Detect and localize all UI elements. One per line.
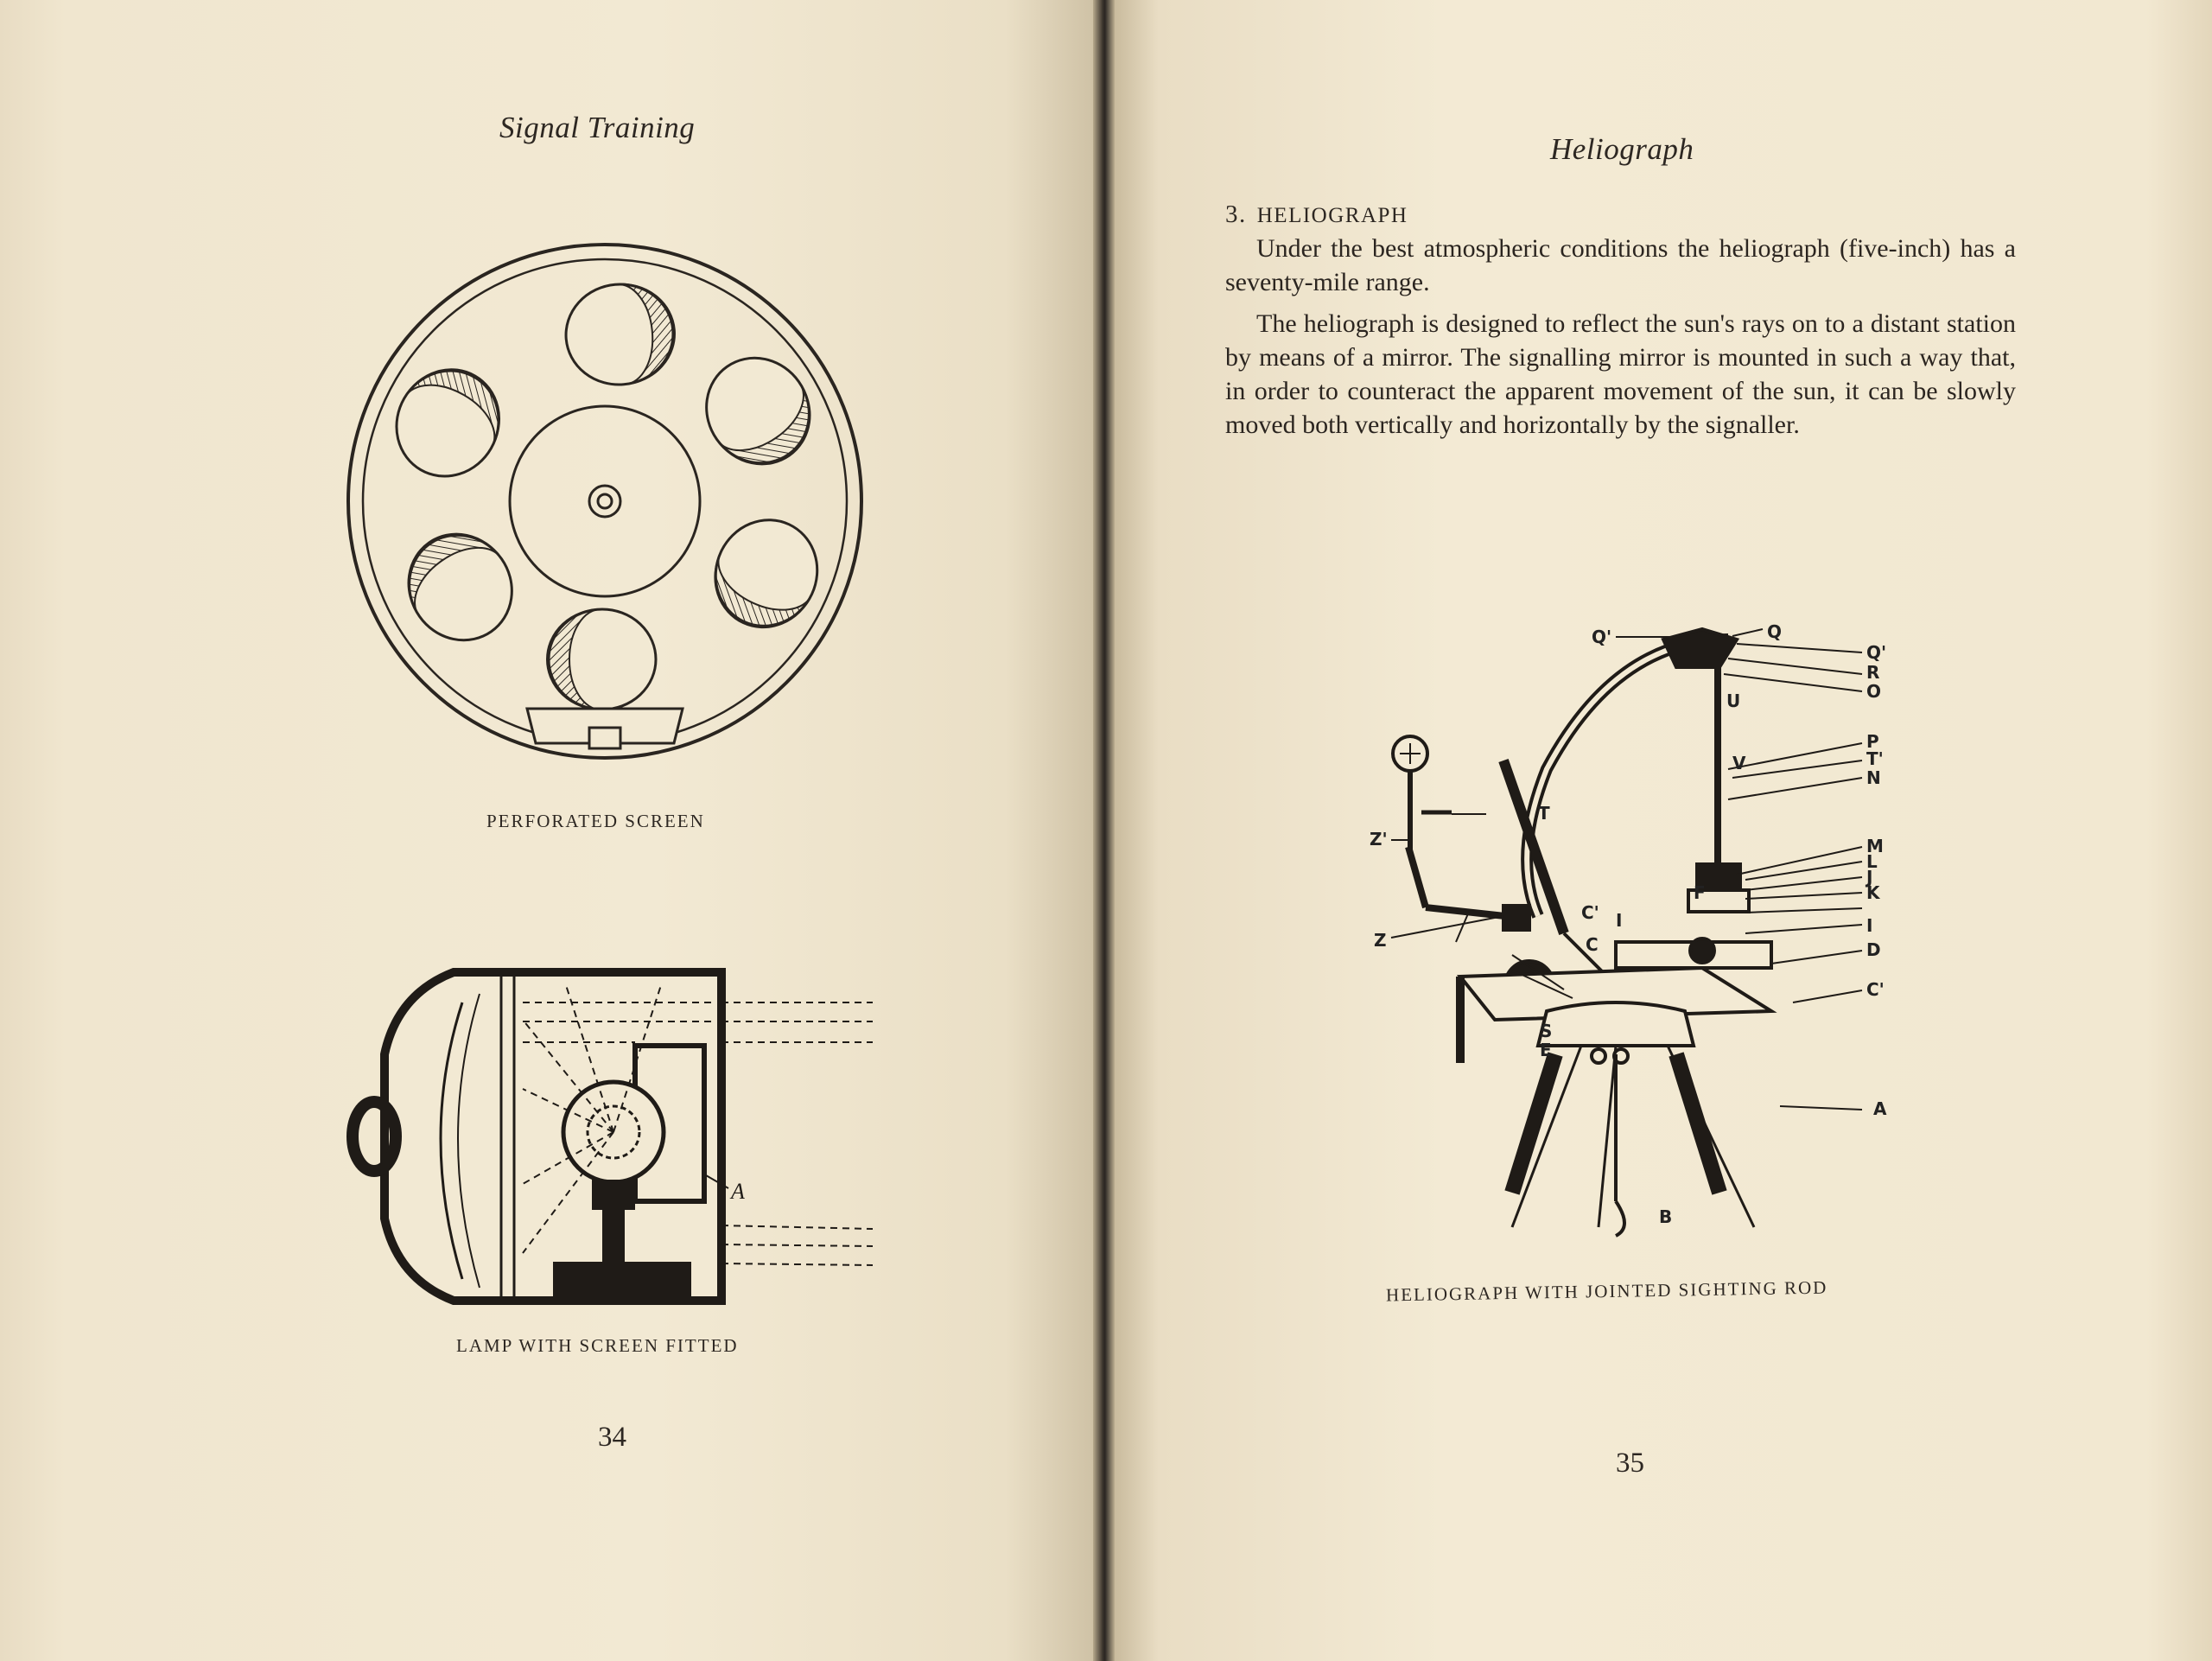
label-o: O (1866, 681, 1882, 702)
label-q-prime-left: Q' (1592, 627, 1612, 647)
label-z: Z (1374, 930, 1387, 951)
label-t-prime: T' (1866, 748, 1884, 769)
label-p: P (1866, 731, 1879, 752)
label-f: F (1694, 882, 1706, 903)
lamp-label-a: A (731, 1179, 745, 1204)
label-i-right: I (1866, 915, 1873, 936)
right-running-head: Heliograph (1550, 132, 1694, 166)
label-l: L (1866, 851, 1878, 872)
label-t: T (1538, 803, 1550, 824)
heliograph-caption: HELIOGRAPH WITH JOINTED SIGHTING ROD (1385, 1276, 1828, 1306)
label-d: D (1866, 939, 1881, 960)
label-q-prime-right: Q' (1866, 642, 1887, 663)
left-running-head: Signal Training (499, 111, 696, 144)
label-u: U (1726, 690, 1741, 711)
lamp-caption: LAMP WITH SCREEN FITTED (456, 1335, 739, 1356)
section-number: 3. (1225, 200, 1247, 228)
label-m: M (1866, 836, 1884, 856)
left-page-number: 34 (598, 1422, 626, 1453)
label-n: N (1866, 767, 1881, 788)
paragraph-2: The heliograph is designed to reflect the sun's rays on to a distant station by means of a mirror. The signalling mirror is mounted in such a way that, in order to counteract the apparent movement of the sun, it can be slowly moved both vertically and horizontally by the signaller. (1225, 309, 2016, 439)
lamp-figure (350, 968, 886, 1314)
label-k: K (1866, 882, 1880, 903)
label-z-prime: Z' (1370, 829, 1388, 850)
book-gutter (1093, 0, 1115, 1661)
label-r: R (1866, 662, 1880, 683)
label-c-prime-left: C' (1581, 902, 1599, 923)
label-s: S (1540, 1021, 1553, 1041)
heliograph-figure (1357, 605, 1918, 1262)
paragraph-1: Under the best atmospheric conditions the heliograph (five-inch) has a seventy-mile range. (1225, 234, 2016, 296)
section-title: HELIOGRAPH (1256, 204, 1408, 227)
perforated-screen-caption: PERFORATED SCREEN (486, 811, 705, 831)
section-heading (1225, 200, 1408, 229)
left-page (0, 0, 1093, 1661)
label-c-prime-right: C' (1866, 979, 1885, 1000)
label-a: A (1873, 1098, 1887, 1119)
label-v: V (1732, 753, 1746, 773)
label-q: Q (1767, 621, 1783, 642)
label-b: B (1659, 1206, 1673, 1227)
label-j: J (1866, 867, 1873, 888)
perforated-screen-figure (346, 242, 864, 778)
label-i-left: I (1616, 910, 1623, 931)
label-e: E (1540, 1040, 1552, 1060)
right-page-number: 35 (1616, 1448, 1644, 1479)
label-c: C (1586, 934, 1599, 955)
